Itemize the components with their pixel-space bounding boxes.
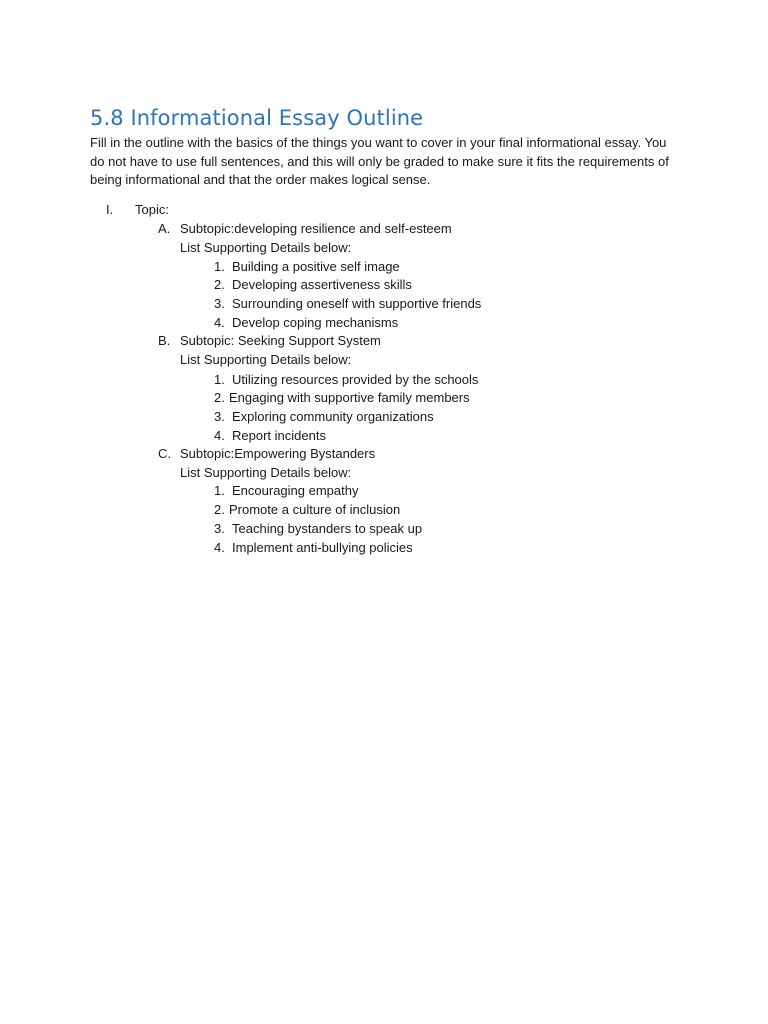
subtopic-b-detail-2: Engaging with supportive family members (229, 390, 470, 405)
subtopic-a-detail-1: Building a positive self image (232, 259, 400, 274)
subtopic-a-detail-3: Surrounding oneself with supportive friends (232, 296, 482, 311)
subtopic-b-detail-3-marker: 3. (214, 409, 225, 424)
subtopic-c-detail-2-marker: 2. (214, 502, 225, 517)
subtopic-b-detail-4: Report incidents (232, 428, 326, 443)
subtopic-c-marker: C. (158, 446, 171, 461)
subtopic-c-detail-4: Implement anti-bullying policies (232, 540, 413, 555)
subtopic-a-details-label: List Supporting Details below: (180, 240, 352, 255)
topic-marker: I. (106, 202, 114, 217)
intro-paragraph: Fill in the outline with the basics of the things you want to cover in your final informational essay. You do not have to use full sentences, and this will only be graded to make sure it fits the requirements of being informational and that the order makes logical sense. (90, 135, 669, 188)
subtopic-a-marker: A. (158, 221, 171, 236)
subtopic-a-detail-4-marker: 4. (214, 315, 225, 330)
subtopic-c-detail-1: Encouraging empathy (232, 483, 359, 498)
subtopic-b-marker: B. (158, 333, 171, 348)
subtopic-c-detail-3-marker: 3. (214, 521, 225, 536)
subtopic-c-detail-2: Promote a culture of inclusion (229, 502, 401, 517)
subtopic-b-details-label: List Supporting Details below: (180, 352, 352, 367)
subtopic-c-label: Subtopic:Empowering Bystanders (180, 446, 376, 461)
subtopic-b-label: Subtopic: Seeking Support System (180, 333, 381, 348)
subtopic-a-detail-4: Develop coping mechanisms (232, 315, 399, 330)
subtopic-c-details-label: List Supporting Details below: (180, 465, 352, 480)
subtopic-a-detail-1-marker: 1. (214, 259, 225, 274)
subtopic-c-detail-4-marker: 4. (214, 540, 225, 555)
subtopic-a-detail-2-marker: 2. (214, 277, 225, 292)
subtopic-b-detail-4-marker: 4. (214, 428, 225, 443)
subtopic-b-detail-1: Utilizing resources provided by the schools (232, 372, 479, 387)
subtopic-b-detail-2-marker: 2. (214, 390, 225, 405)
subtopic-a-detail-3-marker: 3. (214, 296, 225, 311)
subtopic-a-label: Subtopic:developing resilience and self-esteem (180, 221, 452, 236)
subtopic-a-detail-2: Developing assertiveness skills (232, 277, 412, 292)
topic-label: Topic: (135, 202, 169, 217)
subtopic-b-detail-1-marker: 1. (214, 372, 225, 387)
subtopic-c-detail-3: Teaching bystanders to speak up (232, 521, 423, 536)
document-title: 5.8 Informational Essay Outline (90, 106, 424, 130)
subtopic-b-detail-3: Exploring community organizations (232, 409, 434, 424)
subtopic-c-detail-1-marker: 1. (214, 483, 225, 498)
